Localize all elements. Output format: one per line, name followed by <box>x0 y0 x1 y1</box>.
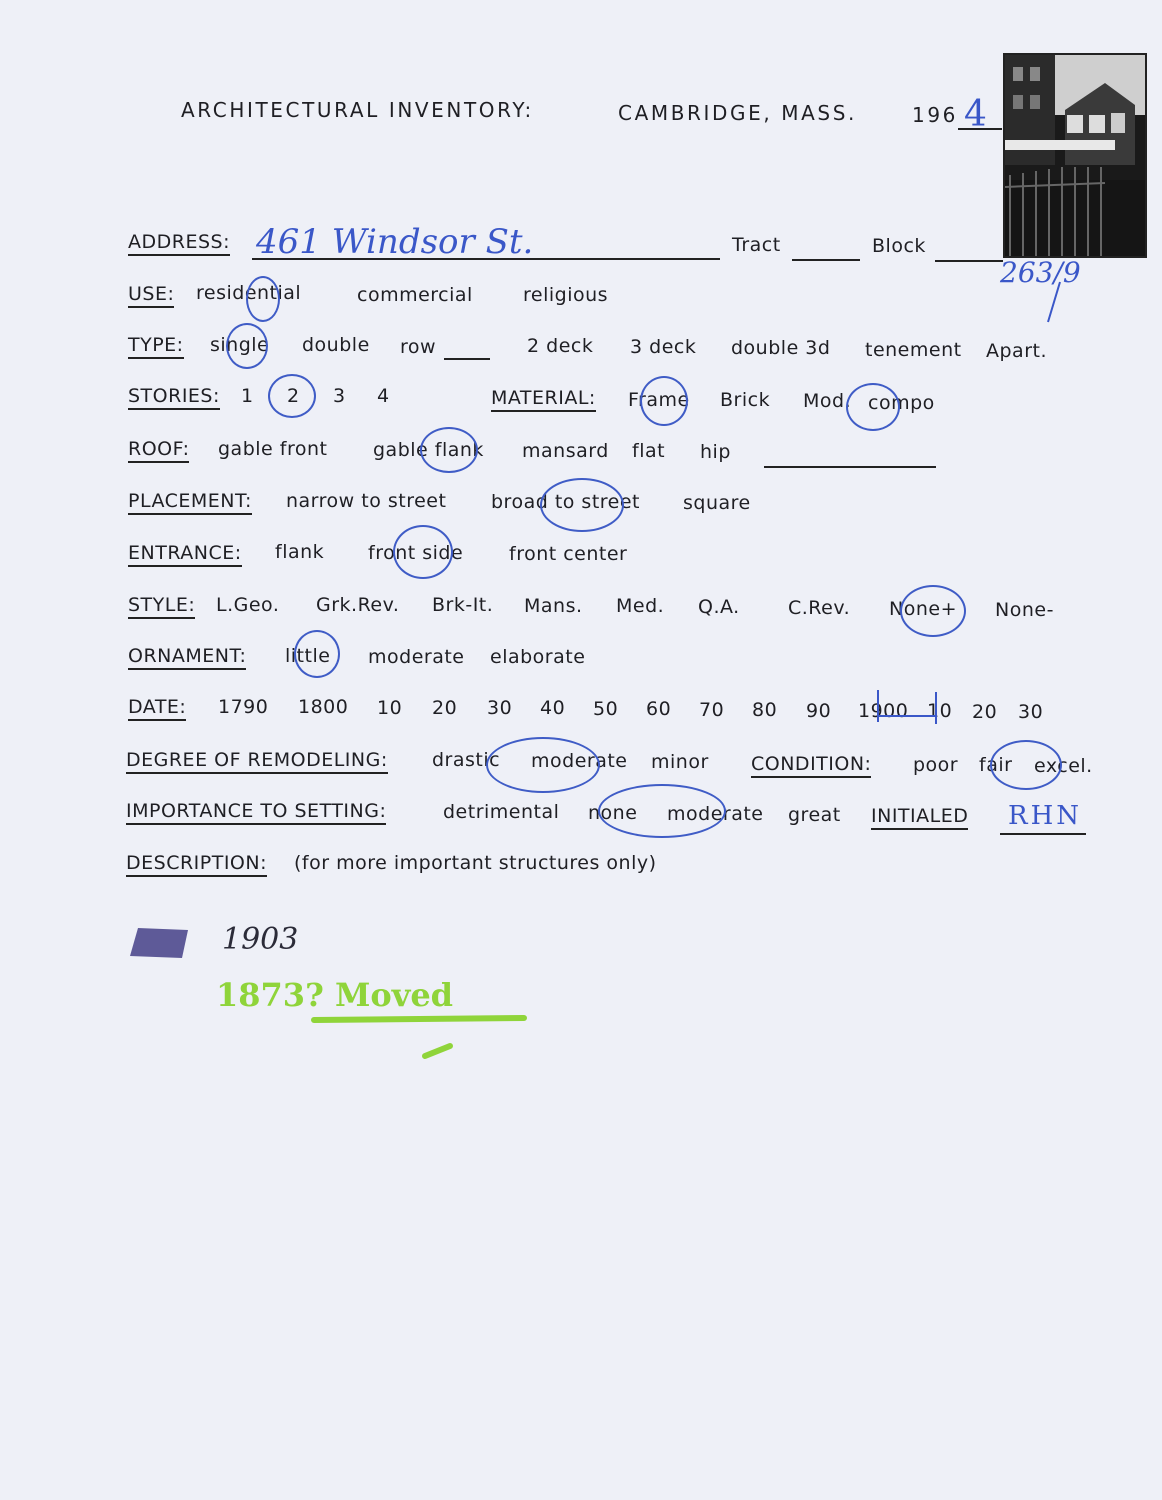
importance-label: IMPORTANCE TO SETTING: <box>126 800 386 825</box>
importance-none: none <box>588 802 638 824</box>
stories-3: 3 <box>333 385 346 407</box>
date-1800: 1800 <box>298 696 349 718</box>
date-1900: 1900 <box>858 700 909 722</box>
style-mans: Mans. <box>524 595 583 617</box>
style-label: STYLE: <box>128 594 195 619</box>
remodeling-label: DEGREE OF REMODELING: <box>126 749 388 774</box>
type-single: single <box>210 334 270 356</box>
date-20: 20 <box>432 697 458 719</box>
description-note: (for more important structures only) <box>294 852 657 874</box>
roof-gable-front: gable front <box>218 438 328 460</box>
material-label: MATERIAL: <box>491 387 596 412</box>
date-50: 50 <box>593 698 619 720</box>
importance-detrimental: detrimental <box>443 801 560 823</box>
date-90: 90 <box>806 700 832 722</box>
block-handwritten: 263/9 <box>1000 256 1081 289</box>
initialed-line <box>1000 833 1086 835</box>
remodeling-minor: minor <box>651 751 709 773</box>
material-frame: Frame <box>628 389 690 411</box>
building-photo <box>1003 53 1147 258</box>
style-none-plus: None+ <box>889 598 957 620</box>
remodeling-selection-circle <box>486 737 600 793</box>
style-none-minus: None- <box>995 599 1054 621</box>
roof-hip: hip <box>700 441 731 463</box>
initialed-handwritten: RHN <box>1008 801 1082 831</box>
material-mod: Mod. <box>803 390 852 412</box>
block-line <box>935 260 1003 262</box>
remodeling-moderate: moderate <box>531 750 628 772</box>
date-30: 30 <box>487 697 513 719</box>
date-80: 80 <box>752 699 778 721</box>
type-2-deck: 2 deck <box>527 335 594 357</box>
address-label: ADDRESS: <box>128 231 230 256</box>
form-place: CAMBRIDGE, MASS. <box>618 101 857 125</box>
form-title: ARCHITECTURAL INVENTORY: <box>181 98 534 122</box>
style-crev: C.Rev. <box>788 597 851 619</box>
importance-moderate: moderate <box>667 803 764 825</box>
entrance-front-side: front side <box>368 542 464 564</box>
roof-mansard: mansard <box>522 440 609 462</box>
date-60: 60 <box>646 698 672 720</box>
block-stroke <box>1040 280 1070 325</box>
type-apart: Apart. <box>986 340 1048 362</box>
importance-great: great <box>788 804 841 826</box>
placement-broad: broad to street <box>491 491 641 513</box>
type-tenement: tenement <box>865 339 962 361</box>
stories-4: 4 <box>377 385 390 407</box>
date-10-b: 10 <box>927 700 953 722</box>
placement-narrow: narrow to street <box>286 490 447 512</box>
tract-label: Tract <box>732 234 781 256</box>
stories-selection-circle <box>268 374 316 418</box>
type-label: TYPE: <box>128 334 184 359</box>
material-compo: compo <box>868 392 935 414</box>
style-med: Med. <box>616 595 665 617</box>
style-brkit: Brk-It. <box>432 594 494 616</box>
type-row-line <box>444 358 490 360</box>
roof-gable-flank: gable flank <box>373 439 484 461</box>
date-70: 70 <box>699 699 725 721</box>
stories-1: 1 <box>241 385 254 407</box>
ornament-moderate: moderate <box>368 646 465 668</box>
green-underline <box>310 1010 530 1060</box>
placement-label: PLACEMENT: <box>128 490 252 515</box>
use-label: USE: <box>128 283 174 308</box>
block-label: Block <box>872 235 926 257</box>
style-grkrev: Grk.Rev. <box>316 594 400 616</box>
ornament-little: little <box>285 645 331 667</box>
type-row: row <box>400 336 437 358</box>
type-selection-circle <box>226 323 268 369</box>
placement-selection-circle <box>540 478 624 532</box>
importance-selection-circle <box>598 784 726 838</box>
use-selection-circle <box>246 276 280 322</box>
condition-fair: fair <box>979 754 1013 776</box>
material-compo-circle <box>846 383 900 431</box>
style-qa: Q.A. <box>698 596 740 618</box>
style-selection-circle <box>900 585 966 637</box>
entrance-front-center: front center <box>509 543 628 565</box>
stories-2: 2 <box>287 385 300 407</box>
type-double: double <box>302 334 370 356</box>
style-lgeo: L.Geo. <box>216 594 280 616</box>
initialed-label: INITIALED <box>871 805 968 830</box>
date-20-b: 20 <box>972 701 998 723</box>
remodeling-drastic: drastic <box>432 749 501 771</box>
ornament-selection-circle <box>294 630 340 678</box>
entrance-flank: flank <box>275 541 325 563</box>
type-3-deck: 3 deck <box>630 336 697 358</box>
roof-selection-circle <box>420 427 478 473</box>
tract-line <box>792 259 860 261</box>
use-religious: religious <box>523 284 609 306</box>
description-label: DESCRIPTION: <box>126 852 267 877</box>
date-range-mark <box>870 688 953 728</box>
purple-mark <box>128 924 192 962</box>
condition-excel: excel. <box>1034 755 1093 777</box>
condition-selection-circle <box>990 740 1062 790</box>
form-year-prefix: 196 <box>912 103 958 127</box>
note-year: 1903 <box>222 922 299 957</box>
material-frame-circle <box>640 376 688 426</box>
entrance-label: ENTRANCE: <box>128 542 242 567</box>
date-40: 40 <box>540 697 566 719</box>
date-label: DATE: <box>128 696 186 721</box>
date-10: 10 <box>377 697 403 719</box>
condition-label: CONDITION: <box>751 753 871 778</box>
material-brick: Brick <box>720 389 771 411</box>
ornament-label: ORNAMENT: <box>128 645 246 670</box>
use-commercial: commercial <box>357 284 473 306</box>
entrance-selection-circle <box>393 525 453 579</box>
date-1790: 1790 <box>218 696 269 718</box>
condition-poor: poor <box>913 754 959 776</box>
roof-other-line <box>764 466 936 468</box>
type-double-3d: double 3d <box>731 337 831 359</box>
roof-flat: flat <box>632 440 666 462</box>
stories-label: STORIES: <box>128 385 220 410</box>
use-residential: residential <box>196 282 302 304</box>
date-30-b: 30 <box>1018 701 1044 723</box>
roof-label: ROOF: <box>128 438 189 463</box>
address-handwritten: 461 Windsor St. <box>256 222 534 262</box>
ornament-elaborate: elaborate <box>490 646 586 668</box>
placement-square: square <box>683 492 751 514</box>
note-moved: 1873? Moved <box>216 976 454 1014</box>
year-handwritten: 4 <box>964 94 987 135</box>
